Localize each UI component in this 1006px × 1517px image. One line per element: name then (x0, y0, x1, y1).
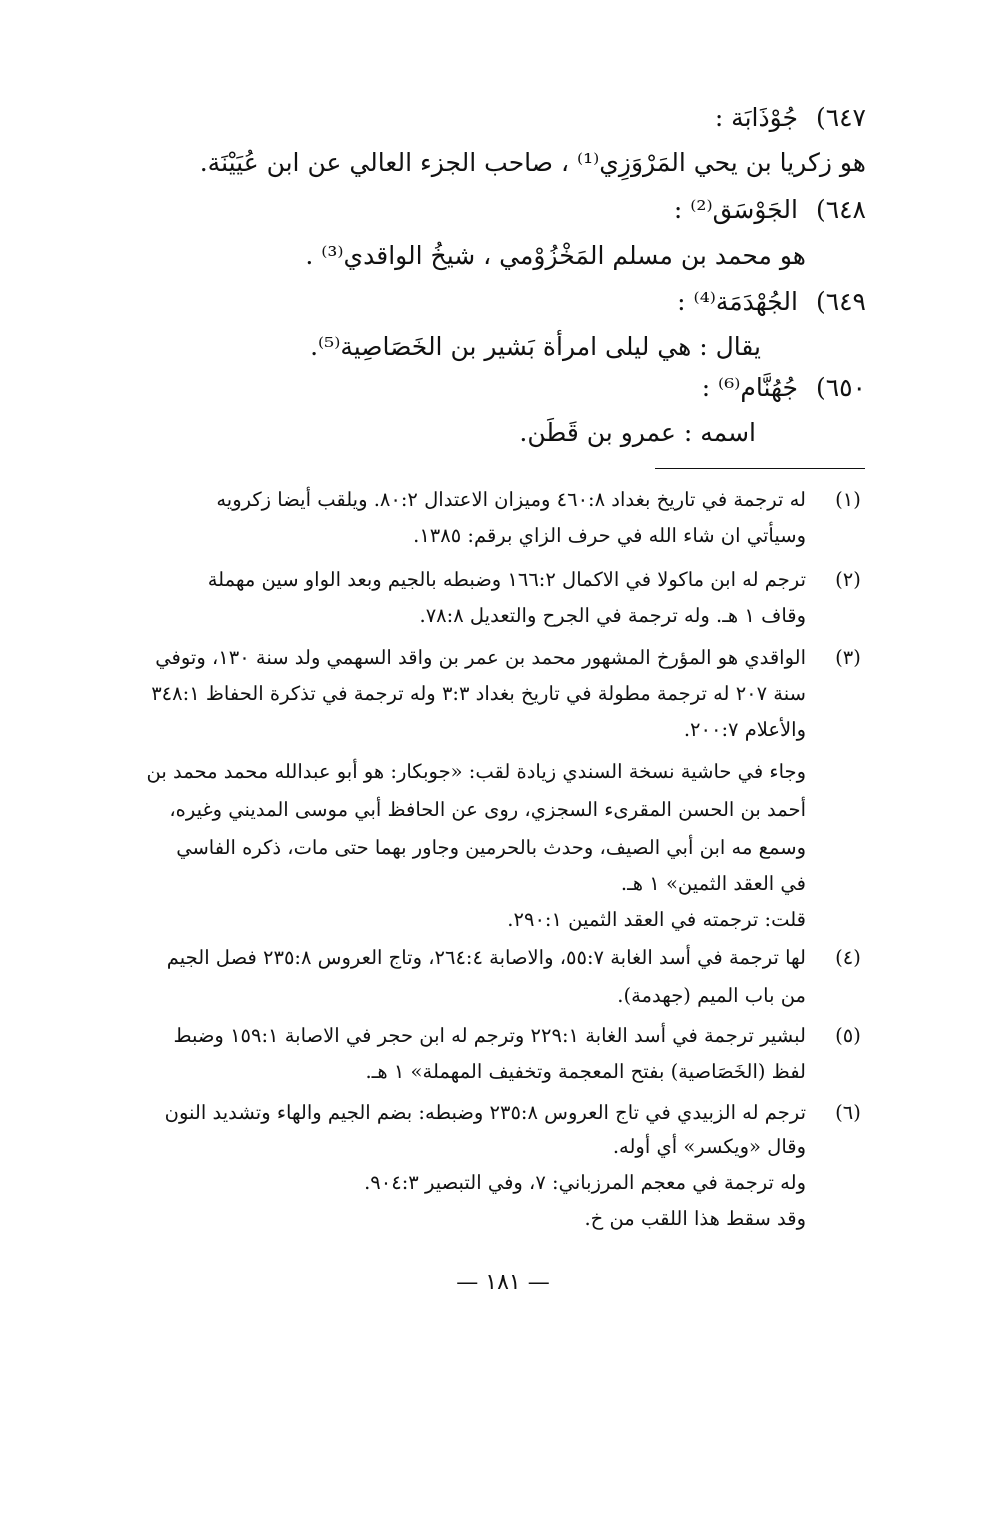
footnote-line: في العقد الثمين» ١ هـ. (620, 872, 806, 895)
entry-648-head (674, 190, 866, 230)
footnote-line: وجاء في حاشية نسخة السندي زيادة لقب: «جوبكار: هو أبو عبدالله محمد محمد بن (146, 760, 806, 783)
footnote-line: لبشير ترجمة في أسد الغابة ٢٢٩:١ وترجم له ابن حجر في الاصابة ١٥٩:١ وضبط (173, 1024, 806, 1047)
footnote-line: سنة ٢٠٧ له ترجمة مطولة في تاريخ بغداد ٣:٣ وله ترجمة في تذكرة الحفاظ ٣٤٨:١ (151, 682, 806, 705)
entry-number: ٦٤٧) (815, 103, 866, 132)
footnote-line: الواقدي هو المؤرخ المشهور محمد بن عمر بن واقد السهمي ولد سنة ١٣٠، وتوفي (155, 646, 806, 669)
entry-649-head (677, 282, 866, 322)
footnote-4 (0, 940, 1006, 1012)
entry-647-body (141, 143, 866, 183)
entry-heading: الجَوْسَق⁽²⁾ : (673, 195, 798, 224)
footnote-separator (655, 468, 865, 469)
footnote-number: (٢) (835, 568, 861, 591)
entry-650-head (702, 368, 866, 408)
footnote-3 (0, 640, 1006, 930)
footnote-line: ترجم له الزبيدي في تاج العروس ٢٣٥:٨ وضبطه: بضم الجيم والهاء وتشديد النون (164, 1101, 806, 1124)
footnote-line: وسمع مه ابن أبي الصيف، وحدث بالحرمين وجاور بهما حتى مات، ذكره الفاسي (176, 836, 806, 859)
entry-number: ٦٥٠) (815, 373, 866, 402)
footnote-number: (٤) (835, 946, 861, 969)
footnote-line: لفظ (الخَصَاصية) بفتح المعجمة وتخفيف المهملة» ١ هـ. (365, 1060, 806, 1083)
footnote-line: من باب الميم (جهدمة). (617, 984, 806, 1007)
entry-heading: الجُهْدَمَة⁽⁴⁾ : (677, 287, 798, 316)
footnote-line: وقد سقط هذا اللقب من خ. (584, 1207, 806, 1230)
entry-text: هو محمد بن مسلم المَخْزُوْمي ، شيخُ الواقدي⁽³⁾ . (305, 241, 806, 270)
entry-647-head (715, 98, 866, 138)
entry-text: هو زكريا بن يحي المَرْوَزِي⁽¹⁾ ، صاحب الجزء العالي عن ابن عُيَيْنَة. (199, 148, 866, 177)
footnote-number: (٥) (835, 1024, 861, 1047)
footnote-line: وسيأتي ان شاء الله في حرف الزاي برقم: ١٣٨٥. (413, 524, 806, 547)
entry-649-body (310, 327, 761, 367)
footnote-2 (0, 562, 1006, 632)
footnote-number: (٦) (835, 1101, 861, 1124)
entry-heading: جُهُنَّام⁽⁶⁾ : (701, 373, 798, 402)
footnote-line: والأعلام ٢٠٠:٧. (683, 718, 806, 741)
footnote-line: وله ترجمة في معجم المرزباني: ٧، وفي التبصير ٩٠٤:٣. (364, 1171, 806, 1194)
entry-text: يقال : هي ليلى امرأة بَشير بن الخَصَاصِية⁽⁵⁾. (310, 332, 761, 361)
footnote-number: (٣) (835, 646, 861, 669)
footnote-line: لها ترجمة في أسد الغابة ٥٥:٧، والاصابة ٢٦٤:٤، وتاج العروس ٢٣٥:٨ فصل الجيم (166, 946, 806, 969)
entry-heading: جُوْذَابَة : (714, 103, 798, 132)
footnote-line: وقاف ١ هـ. وله ترجمة في الجرح والتعديل ٧٨:٨. (419, 604, 806, 627)
footnote-5 (0, 1018, 1006, 1090)
entry-648-body (305, 236, 806, 276)
footnote-1 (0, 482, 1006, 552)
footnote-6 (0, 1095, 1006, 1245)
entry-number: ٦٤٨) (815, 195, 866, 224)
footnote-line: ترجم له ابن ماكولا في الاكمال ١٦٦:٢ وضبطه بالجيم وبعد الواو سين مهملة (207, 568, 806, 591)
footnote-line: قلت: ترجمته في العقد الثمين ٢٩٠:١. (507, 908, 806, 931)
footnote-line: أحمد بن الحسن المقرىء السجزي، روى عن الحافظ أبي موسى المديني وغيره، (169, 798, 806, 821)
footnote-line: له ترجمة في تاريخ بغداد ٤٦٠:٨ وميزان الاعتدال ٨٠:٢. ويلقب أيضا زكرويه (216, 488, 806, 511)
entry-650-body (519, 413, 756, 453)
footnote-number: (١) (835, 488, 861, 511)
entry-number: ٦٤٩) (815, 287, 866, 316)
entry-text: اسمه : عمرو بن قَطَن. (519, 418, 756, 447)
footnote-line: وقال «ويكسر» أي أوله. (612, 1135, 806, 1158)
page-number: — ١٨١ — (456, 1270, 550, 1295)
